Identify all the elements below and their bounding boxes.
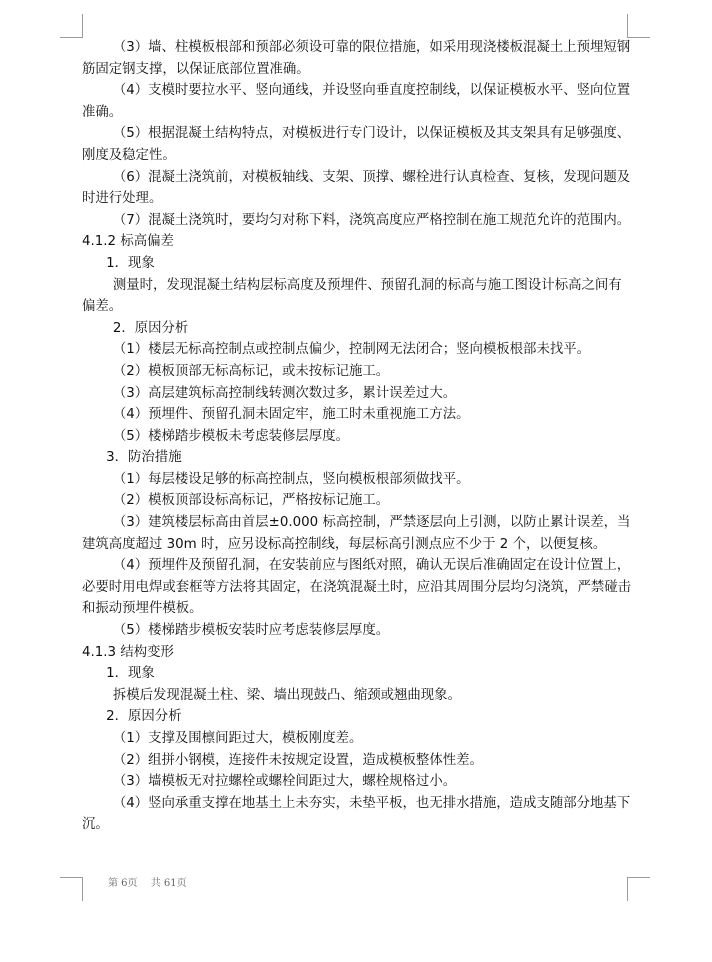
paragraph: （3）墙、柱模板根部和预部必须设可靠的限位措施，如采用现浇楼板混凝土上预埋短钢筋固定钢支撑，以保证底部位置准确。 bbox=[82, 40, 631, 77]
paragraph: （4）竖向承重支撑在地基土上未夯实，未垫平板，也无排水措施，造成支随部分地基下沉。 bbox=[82, 795, 631, 833]
paragraph: （4）预埋件及预留孔洞，在安装前应与图纸对照，确认无误后准确固定在设计位置上，必要时用电焊或套框等方法将其固定，在浇筑混凝土时，应沿其周围分层均匀浇筑，严禁碰击和振动预埋件模板。 bbox=[82, 558, 632, 617]
crop-mark-top-left bbox=[60, 37, 83, 38]
paragraph: 2．原因分析 bbox=[106, 709, 182, 725]
paragraph: （4）预埋件、预留孔洞未固定牢，施工时未重视施工方法。 bbox=[112, 407, 470, 423]
crop-mark-bottom-right bbox=[627, 877, 650, 878]
paragraph: （4）支模时要拉水平、竖向通线，并设竖向垂直度控制线，以保证模板水平、竖向位置准确。 bbox=[82, 83, 631, 120]
paragraph: （3）高层建筑标高控制线转测次数过多，累计误差过大。 bbox=[112, 385, 457, 401]
paragraph: （3）墙模板无对拉螺栓或螺栓间距过大，螺栓规格过小。 bbox=[112, 774, 457, 790]
crop-mark-top-left bbox=[82, 14, 83, 38]
paragraph: 3．防治措施 bbox=[106, 450, 182, 466]
paragraph: （5）楼梯踏步模板安装时应考虑装修层厚度。 bbox=[112, 623, 390, 639]
total-pages: 共 61页 bbox=[150, 878, 187, 889]
paragraph: （5）楼梯踏步模板未考虑装修层厚度。 bbox=[112, 428, 349, 444]
paragraph: 1．现象 bbox=[106, 666, 155, 682]
paragraph: 测量时，发现混凝土结构层标高度及预埋件、预留孔洞的标高与施工图设计标高之间有偏差。 bbox=[82, 277, 622, 315]
page-number: 第 6页 bbox=[108, 878, 138, 889]
crop-mark-bottom-right bbox=[627, 877, 628, 901]
section-heading: 4.1.3 结构变形 bbox=[82, 644, 174, 660]
paragraph: 2．原因分析 bbox=[112, 320, 189, 336]
paragraph: 1．现象 bbox=[106, 255, 155, 271]
paragraph: （2）组拼小钢模，连接件未按规定设置，造成模板整体性差。 bbox=[112, 752, 483, 768]
paragraph: （3）建筑楼层标高由首层±0.000 标高控制，严禁逐层向上引测，以防止累计误差，当建筑高度超过 30m 时，应另设标高控制线，每层标高引测点应不少于 2 个，以便复核。 bbox=[82, 515, 631, 552]
paragraph: （2）模板顶部设标高标记，严格按标记施工。 bbox=[112, 493, 390, 509]
paragraph: （1）楼层无标高控制点或控制点偏少，控制网无法闭合；竖向模板根部未找平。 bbox=[112, 342, 591, 358]
paragraph: （1）每层楼设足够的标高控制点，竖向模板根部须做找平。 bbox=[112, 471, 470, 487]
section-heading: 4.1.2 标高偏差 bbox=[82, 234, 174, 250]
paragraph: 拆模后发现混凝土柱、梁、墙出现鼓凸、缩颈或翘曲现象。 bbox=[112, 687, 461, 703]
paragraph: （5）根据混凝土结构特点，对模板进行专门设计，以保证模板及其支架具有足够强度、刚度及稳定性。 bbox=[82, 126, 631, 163]
page-footer bbox=[108, 874, 197, 889]
paragraph: （7）混凝土浇筑时，要均匀对称下料，浇筑高度应严格控制在施工规范允许的范围内。 bbox=[112, 212, 631, 228]
crop-mark-bottom-left bbox=[60, 877, 83, 878]
document-body bbox=[82, 37, 634, 836]
crop-mark-top-right bbox=[627, 14, 628, 38]
paragraph: （1）支撑及围檩间距过大，模板刚度差。 bbox=[112, 731, 363, 746]
crop-mark-bottom-left bbox=[82, 877, 83, 901]
paragraph: （6）混凝土浇筑前，对模板轴线、支架、顶撑、螺栓进行认真检查、复核，发现问题及时进行处理。 bbox=[82, 169, 631, 207]
paragraph: （2）模板顶部无标高标记，或未按标记施工。 bbox=[112, 363, 390, 379]
